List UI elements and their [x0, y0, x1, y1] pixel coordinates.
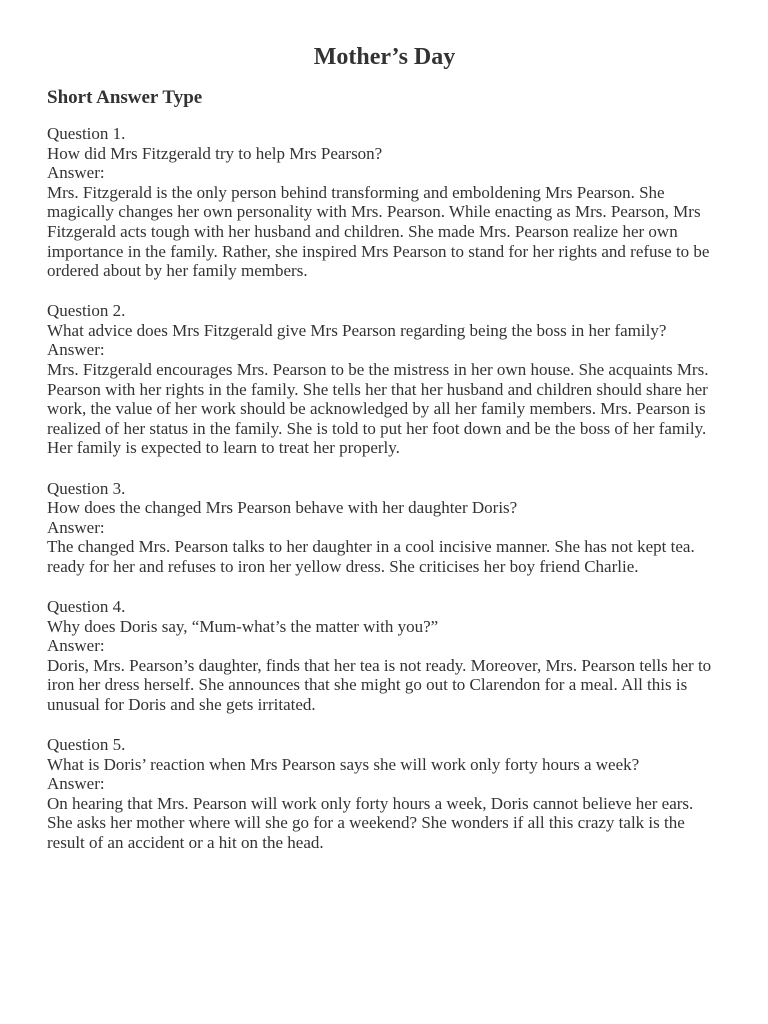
- qa-block-2: [47, 301, 722, 458]
- section-title: Short Answer Type: [47, 87, 203, 108]
- answer-label: Answer:: [47, 163, 105, 183]
- question-number: Question 5.: [47, 735, 126, 755]
- question-text: Why does Doris say, “Mum-what’s the matter with you?”: [47, 616, 439, 636]
- qa-block-1: [47, 124, 722, 281]
- question-text: What advice does Mrs Fitzgerald give Mrs Pearson regarding being the boss in her family?: [47, 320, 667, 340]
- answer-label: Answer:: [47, 774, 105, 794]
- answer-label: Answer:: [47, 517, 105, 537]
- question-text: How did Mrs Fitzgerald try to help Mrs Pearson?: [47, 143, 383, 163]
- question-number: Question 1.: [47, 124, 126, 143]
- question-text: How does the changed Mrs Pearson behave with her daughter Doris?: [47, 498, 518, 518]
- qa-block-5: [47, 735, 722, 853]
- question-number: Question 2.: [47, 301, 126, 321]
- qa-block-4: [47, 597, 722, 715]
- answer-text: Mrs. Fitzgerald encourages Mrs. Pearson to be the mistress in her own house. She acquaints Mrs. Pearson with her rights in the family. She tells her that her husband and children should share her work, the value of her work should be acknowledged by all her family members. Mrs. Pearson is realized of her status in the family. She is told to put her foot down and be the boss of her family. Her family is expected to learn to treat her properly.: [47, 360, 709, 458]
- question-number: Question 4.: [47, 596, 126, 616]
- answer-text: On hearing that Mrs. Pearson will work only forty hours a week, Doris cannot believe her ears. She asks her mother where will she go for a weekend? She wonders if all this crazy talk is the result of an accident or a hit on the head.: [47, 793, 694, 852]
- page-title: Mother’s Day: [313, 44, 456, 70]
- answer-label: Answer:: [47, 340, 105, 360]
- question-text: What is Doris’ reaction when Mrs Pearson says she will work only forty hours a week?: [47, 754, 640, 774]
- answer-text: Mrs. Fitzgerald is the only person behind transforming and emboldening Mrs Pearson. She magically changes her own personality with Mrs. Pearson. While enacting as Mrs. Pearson, Mrs Fitzgerald acts tough with her husband and children. She made Mrs. Pearson realize her own importance in the family. Rather, she inspired Mrs Pearson to stand for her rights and refuse to be ordered about by her family members.: [47, 182, 710, 281]
- answer-text: The changed Mrs. Pearson talks to her daughter in a cool incisive manner. She has not kept tea. ready for her and refuses to iron her yellow dress. She criticises her boy friend Charlie.: [47, 537, 695, 576]
- answer-label: Answer:: [47, 636, 105, 656]
- qa-block-3: [47, 479, 722, 577]
- question-number: Question 3.: [47, 478, 126, 498]
- answer-text: Doris, Mrs. Pearson’s daughter, finds that her tea is not ready. Moreover, Mrs. Pearson tells her to iron her dress herself. She announces that she might go out to Clarendon for a meal. All this is unusual for Doris and she gets irritated.: [47, 655, 712, 714]
